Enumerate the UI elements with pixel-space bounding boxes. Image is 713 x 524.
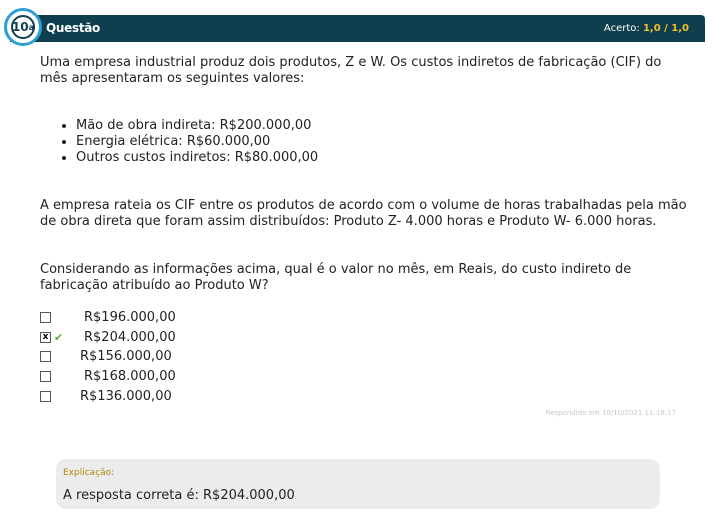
explanation-text: A resposta correta é: R$204.000,00 bbox=[63, 488, 295, 503]
question-paragraph-2 bbox=[40, 198, 687, 230]
paragraph-line: fabricação atribuído ao Produto W? bbox=[40, 278, 269, 293]
paragraph-line: Considerando as informações acima, qual é o valor no mês, em Reais, do custo indireto de bbox=[40, 262, 632, 277]
option-label: R$196.000,00 bbox=[84, 310, 176, 325]
cost-list bbox=[40, 118, 318, 166]
question-number bbox=[11, 15, 35, 39]
option-checkbox[interactable] bbox=[40, 351, 51, 362]
list-item: • Outros custos indiretos: R$80.000,00 bbox=[76, 150, 318, 166]
score-value: 1,0 / 1,0 bbox=[642, 23, 689, 34]
option-checkbox[interactable] bbox=[40, 391, 51, 402]
score bbox=[604, 23, 689, 34]
paragraph-line: de obra direta que foram assim distribuídos: Produto Z- 4.000 horas e Produto W- 6.000 horas. bbox=[40, 214, 657, 229]
score-label: Acerto: bbox=[603, 23, 640, 34]
list-item: • Mão de obra indireta: R$200.000,00 bbox=[76, 118, 318, 134]
option-label: R$168.000,00 bbox=[84, 369, 176, 384]
question-header bbox=[10, 15, 705, 42]
option-label: R$136.000,00 bbox=[80, 389, 172, 404]
question-number-badge bbox=[4, 8, 42, 46]
question-prompt bbox=[40, 262, 631, 294]
option-checkbox[interactable]: x bbox=[40, 332, 51, 343]
list-item: • Energia elétrica: R$60.000,00 bbox=[76, 134, 318, 150]
option-label: R$204.000,00 bbox=[84, 330, 176, 345]
paragraph-line: Uma empresa industrial produz dois produtos, Z e W. Os custos indiretos de fabricação (CIF) do bbox=[40, 55, 662, 70]
question-number-suffix: a bbox=[28, 22, 35, 32]
option-label: R$156.000,00 bbox=[80, 349, 172, 364]
explanation-box bbox=[56, 459, 660, 509]
option-checkbox[interactable] bbox=[40, 371, 51, 382]
question-title: Questão bbox=[46, 21, 101, 35]
correct-check-icon: ✔ bbox=[54, 331, 64, 344]
paragraph-line: A empresa rateia os CIF entre os produtos de acordo com o volume de horas trabalhadas pela mão bbox=[40, 198, 687, 213]
question-number-value: 10 bbox=[11, 20, 29, 34]
paragraph-line: mês apresentaram os seguintes valores: bbox=[40, 71, 305, 86]
explanation-title: Explicação: bbox=[63, 468, 115, 478]
option-checkbox[interactable] bbox=[40, 312, 51, 323]
answered-timestamp: Respondido em 10/10/2021 11:18:17 bbox=[545, 409, 676, 417]
question-paragraph-1 bbox=[40, 55, 661, 87]
